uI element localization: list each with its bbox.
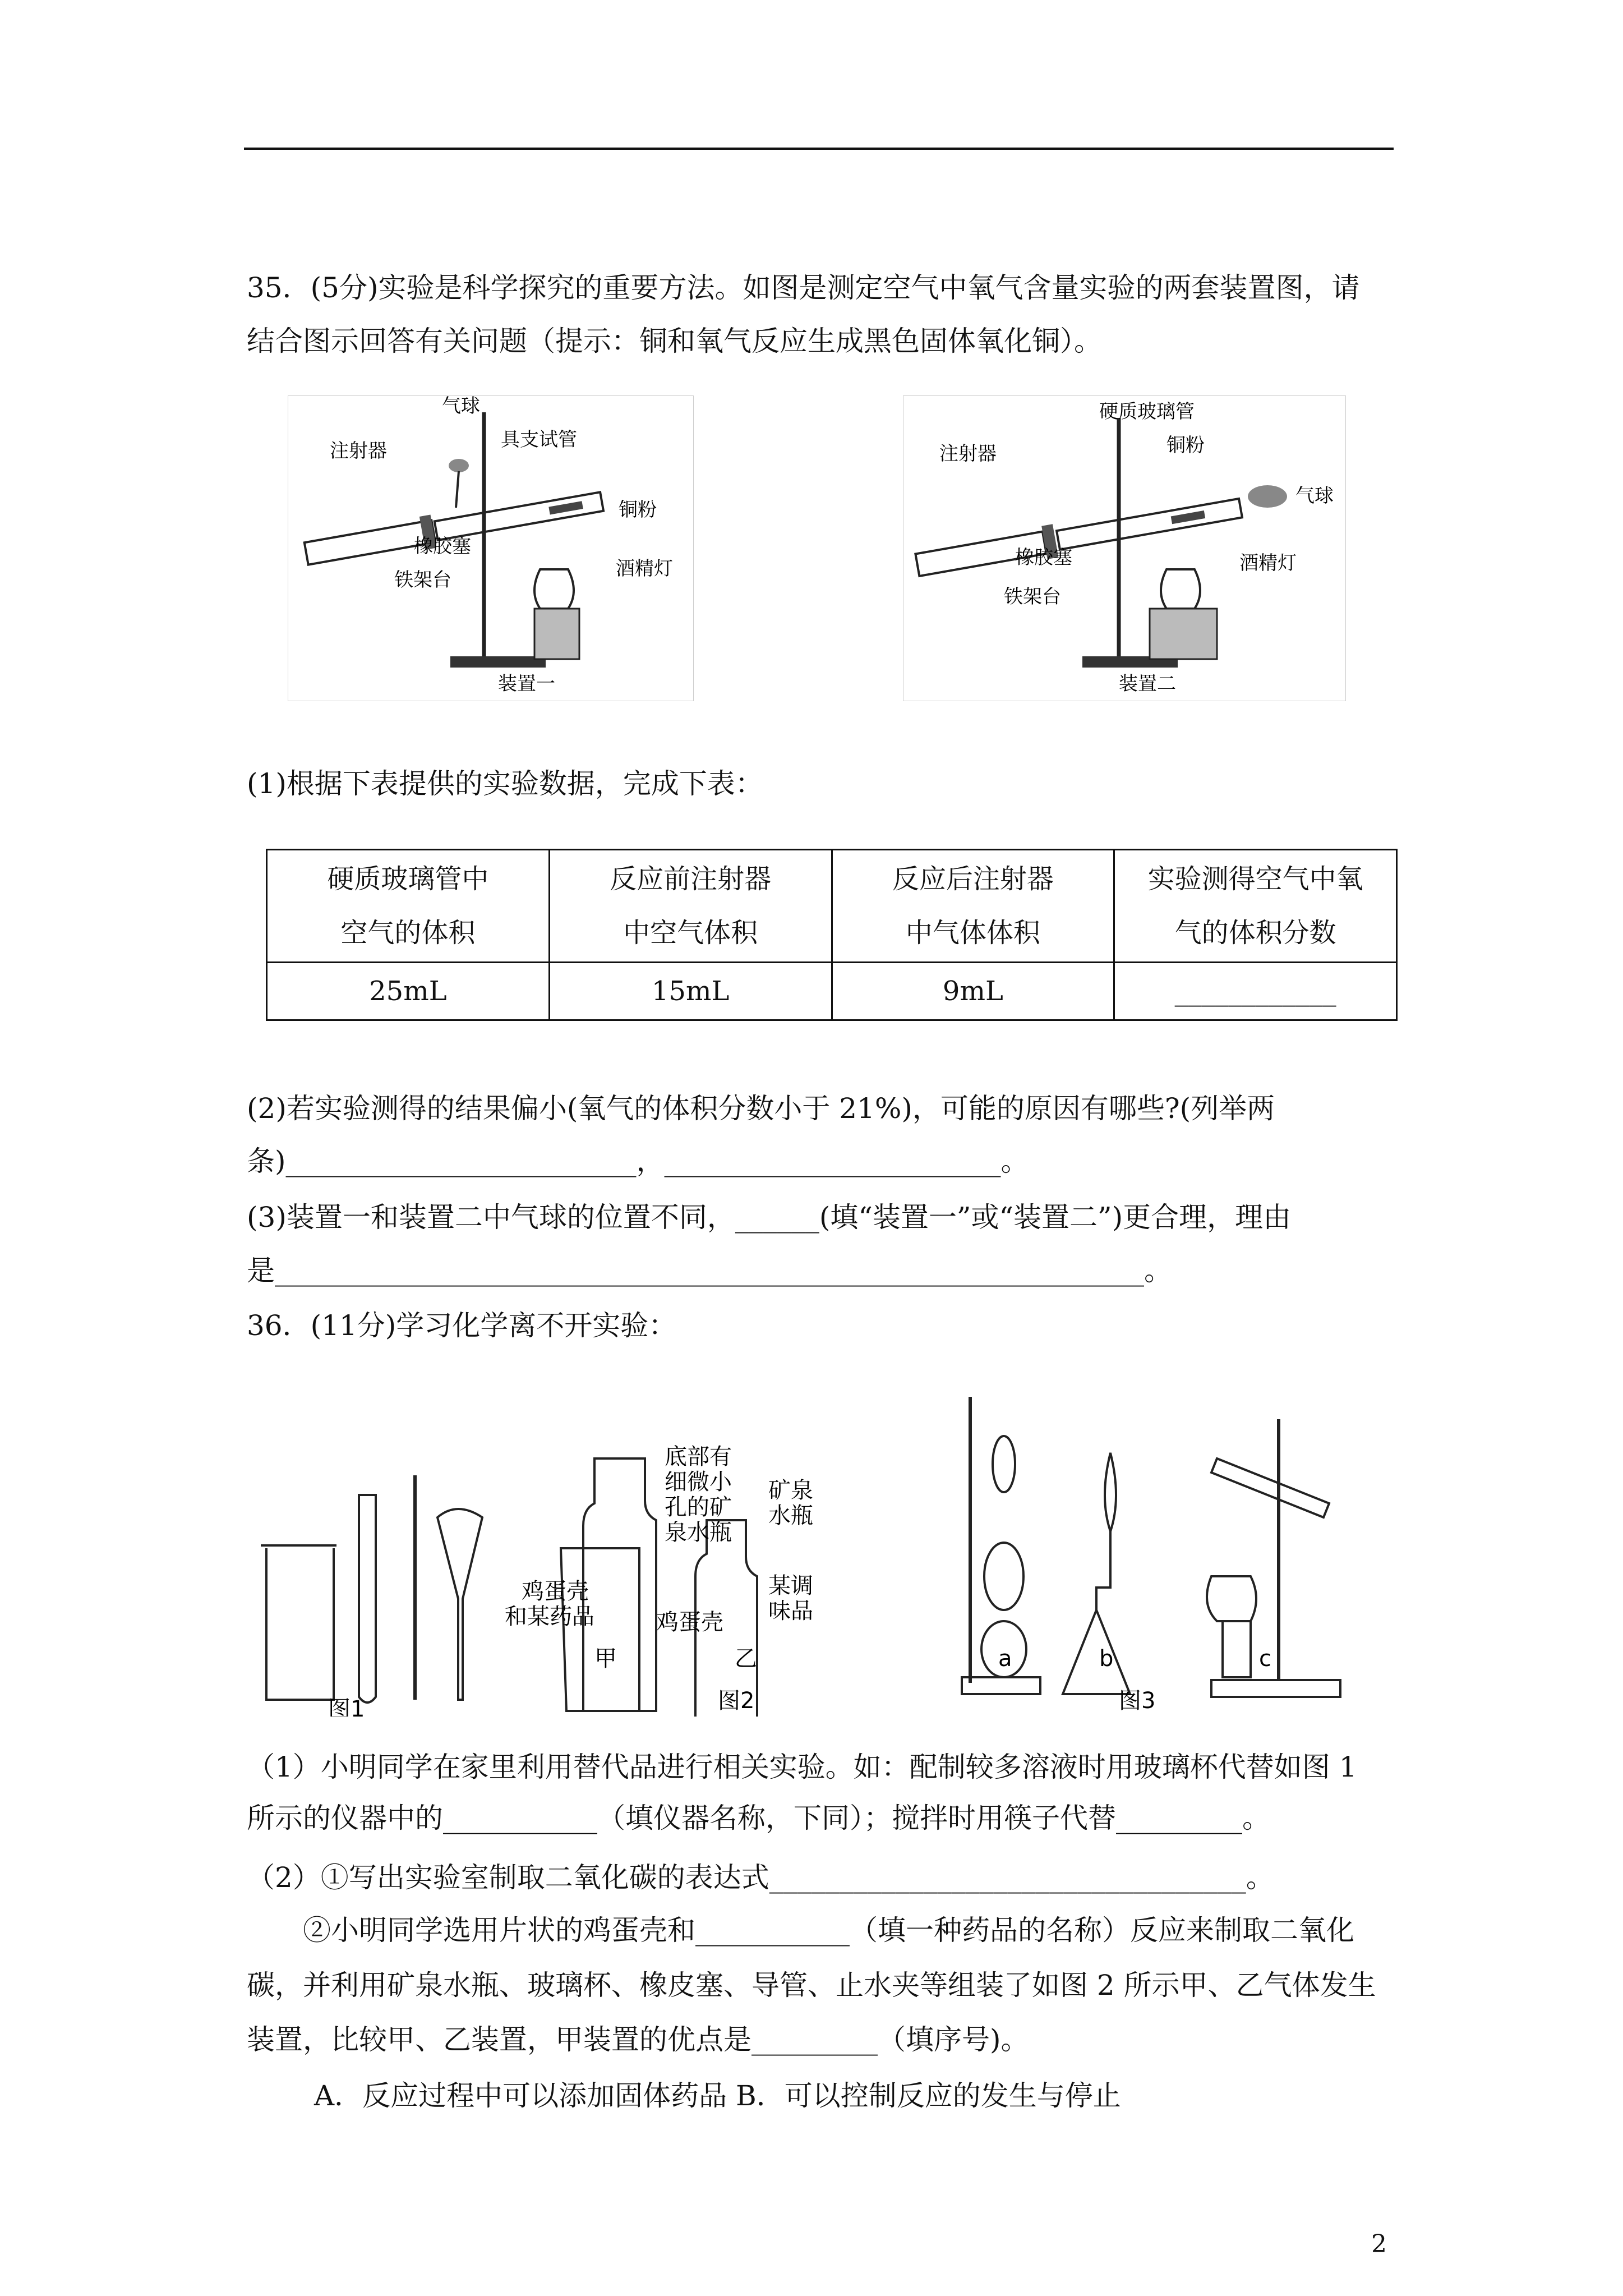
q36-part2-line2: ②小明同学选用片状的鸡蛋壳和___________（填一种药品的名称）反应来制取二氧化: [303, 1914, 1354, 1947]
label-jia: 甲: [594, 1646, 617, 1672]
label-b: b: [1099, 1646, 1114, 1672]
beaker-icon: [261, 1545, 336, 1700]
table-cell: 9mL: [832, 963, 1114, 1020]
text-label: 和某药品: [505, 1604, 594, 1630]
label-copper: 铜粉: [1166, 434, 1205, 457]
table-cell: 25mL: [267, 963, 550, 1020]
text-label: 孔的矿: [665, 1494, 732, 1520]
bottle-jia: [583, 1458, 656, 1711]
q36-part2-line1: （2）①写出实验室制取二氧化碳的表达式__________________________________。: [247, 1861, 1274, 1894]
label-hard-glass-tube: 硬质玻璃管: [1099, 401, 1195, 423]
q36-title: 36．(11分)学习化学离不开实验：: [247, 1309, 677, 1342]
text-label: 矿泉: [768, 1478, 813, 1503]
text-label: 水瓶: [768, 1503, 813, 1529]
text-label: 空气的体积: [340, 917, 476, 949]
label-c: c: [1259, 1646, 1271, 1672]
text-label: 中气体体积: [905, 917, 1040, 949]
label-tube: 具支试管: [501, 429, 577, 451]
text-label: 反应后注射器: [892, 863, 1054, 895]
q35-part2-line1: (2)若实验测得的结果偏小(氧气的体积分数小于 21%)，可能的原因有哪些?(列举两: [247, 1092, 1275, 1125]
apparatus-two-figure: [903, 395, 1346, 701]
apparatus-a: [962, 1677, 1040, 1694]
apparatus-one-figure: [288, 395, 694, 701]
q35-part1: (1)根据下表提供的实验数据，完成下表：: [247, 767, 763, 800]
caption-fig2: 图2: [718, 1688, 755, 1714]
text-label: 反应前注射器: [610, 863, 772, 895]
table-header-row: [267, 850, 1397, 963]
data-table: [266, 849, 1398, 1021]
q36-part2-line3: 碳，并利用矿泉水瓶、玻璃杯、橡皮塞、导管、止水夹等组装了如图 2 所示甲、乙气体发生: [247, 1969, 1376, 2001]
table-header-cell: [832, 850, 1114, 963]
q36-part1-line2: 所示的仪器中的___________（填仪器名称，下同）；搅拌时用筷子代替_________。: [247, 1802, 1270, 1834]
caption-apparatus-one: 装置一: [498, 673, 555, 695]
test-tube-icon: [359, 1495, 376, 1703]
text-label: 鸡蛋壳: [522, 1579, 589, 1604]
q35-stem-line2: 结合图示回答有关问题（提示：铜和氧气反应生成黑色固体氧化铜）。: [247, 325, 1102, 357]
text-label: 实验测得空气中氧: [1147, 863, 1363, 895]
label-balloon: 气球: [1295, 485, 1334, 507]
caption-fig3: 图3: [1119, 1688, 1156, 1714]
label-balloon: 气球: [442, 395, 480, 417]
caption-fig1: 图1: [328, 1696, 365, 1717]
table-cell: 15mL: [549, 963, 832, 1020]
table-row: [267, 963, 1397, 1020]
q35-stem-line1: 35．(5分)实验是科学探究的重要方法。如图是测定空气中氧气含量实验的两套装置图，请: [247, 272, 1360, 304]
q35-part2-line2: 条)_________________________，________________________。: [247, 1145, 1029, 1177]
caption-apparatus-two: 装置二: [1119, 673, 1176, 695]
label-syringe: 注射器: [939, 443, 997, 465]
text-label: 中空气体积: [623, 917, 758, 949]
header-rule: [244, 148, 1394, 150]
label-copper: 铜粉: [619, 499, 657, 521]
label-yi: 乙: [735, 1646, 757, 1672]
page-number: 2: [1371, 2230, 1387, 2258]
text-label: 味品: [768, 1598, 813, 1624]
text-label: 细微小: [665, 1469, 732, 1495]
text-label: 气的体积分数: [1174, 917, 1336, 949]
q36-options: A．反应过程中可以添加固体药品 B．可以控制反应的发生与停止: [314, 2079, 1121, 2112]
text-label: 底部有: [665, 1444, 732, 1470]
answer-blank[interactable]: ____________: [1114, 963, 1397, 1020]
table-header-cell: [549, 850, 832, 963]
label-a: a: [998, 1646, 1012, 1672]
q36-part2-line4: 装置，比较甲、乙装置，甲装置的优点是_________（填序号)。: [247, 2023, 1029, 2056]
text-label: 鸡蛋壳: [656, 1609, 723, 1635]
label-stand: 铁架台: [394, 569, 451, 591]
label-stopper: 橡胶塞: [414, 535, 471, 558]
q35-part3-line1: (3)装置一和装置二中气球的位置不同，______(填“装置一”或“装置二”)更合理，理由: [247, 1201, 1292, 1234]
text-label: 泉水瓶: [665, 1520, 732, 1545]
apparatus-b: [1063, 1453, 1130, 1694]
label-lamp: 酒精灯: [1239, 552, 1297, 574]
label-stopper: 橡胶塞: [1015, 546, 1072, 569]
q36-part1-line1: （1）小明同学在家里利用替代品进行相关实验。如：配制较多溶液时用玻璃杯代替如图 1: [247, 1751, 1357, 1783]
table-header-cell: [267, 850, 550, 963]
q35-part3-line2: 是______________________________________________________________。: [247, 1254, 1172, 1287]
table-header-cell: [1114, 850, 1397, 963]
funnel-icon: [437, 1509, 482, 1700]
q36-figures: [247, 1386, 1380, 1717]
text-label: 硬质玻璃管中: [327, 863, 489, 895]
label-syringe: 注射器: [330, 440, 387, 462]
label-stand: 铁架台: [1004, 586, 1061, 608]
label-lamp: 酒精灯: [616, 558, 673, 580]
text-label: 某调: [768, 1573, 813, 1599]
apparatus-c: [1207, 1576, 1340, 1697]
